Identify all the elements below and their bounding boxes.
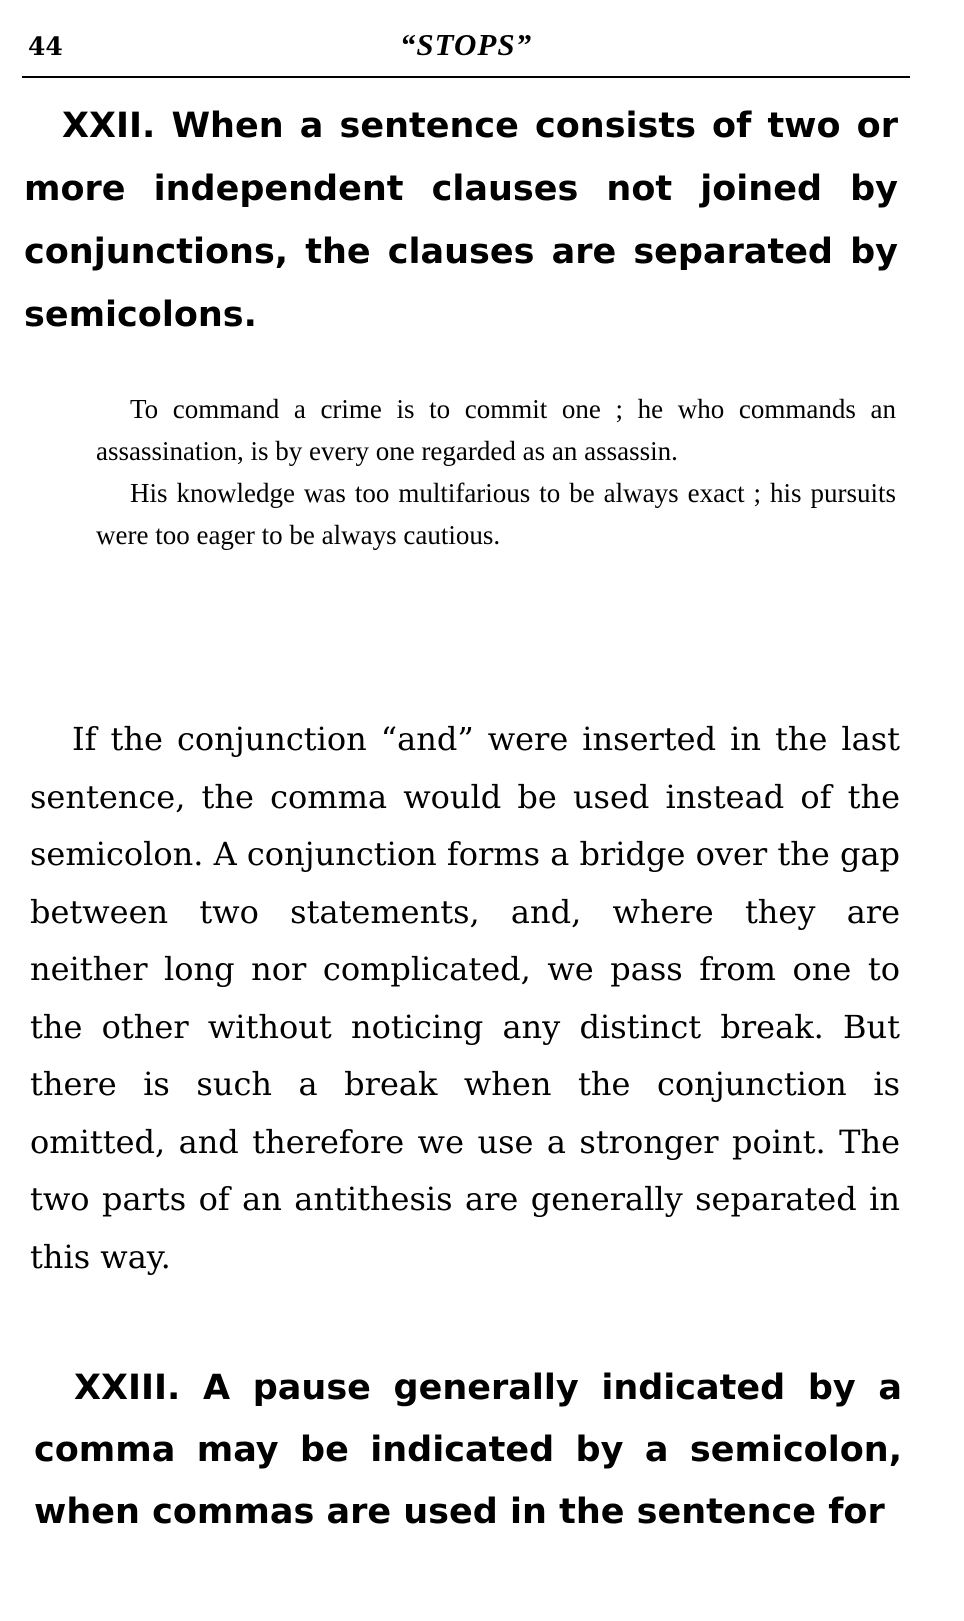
- running-head: “STOPS”: [399, 27, 533, 62]
- example-sentence: To command a crime is to commit one ; he who commands an assassination, is by every one regarded as an assassin.: [96, 394, 896, 466]
- explanation-paragraph: If the conjunction “and” were inserted in the last sentence, the comma would be used instead of the semicolon. A conjunction forms a bridge over the gap between two statements, and, where they are neither long nor complicated, we pass from one to the other without noticing any distinct break. But there is such a break when the conjunction is omitted, and therefore we use a stronger point. The two parts of an antithesis are generally separated in this way.: [30, 720, 900, 1276]
- rule-xxii: XXII. When a sentence consists of two or more independent clauses not joined by conjunctions, the clauses are separated by semicolons.: [24, 106, 898, 335]
- example-sentence: His knowledge was too multifarious to be always exact ; his pursuits were too eager to be always cautious.: [96, 478, 896, 550]
- rule-xxiii: XXIII. A pause generally indicated by a comma may be indicated by a semicolon, when commas are used in the sentence for: [34, 1368, 902, 1532]
- page-number: 44: [28, 32, 63, 61]
- page-header: [22, 18, 910, 78]
- examples-block: [96, 388, 896, 556]
